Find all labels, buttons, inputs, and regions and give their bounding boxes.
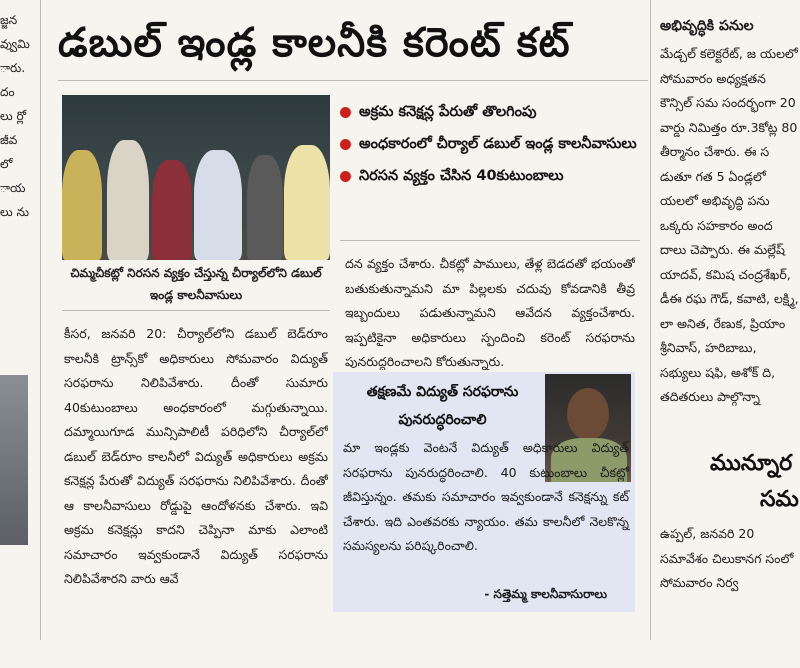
bullet-text: నిరసన వ్యక్తం చేసిన 40కుటుంబాలు — [359, 168, 564, 184]
headline-rule — [58, 80, 648, 81]
bullet-item — [340, 132, 640, 156]
left-edge-text: జ్జన వ్వుమి ారు. దం లు ర్లో జీవ లో ాయ లు ను — [0, 13, 30, 219]
quote-signature: - సత్తెమ్మ కాలనీవాసురాలు — [484, 587, 607, 601]
right-column-text-2: ఉప్పల్, జనవరి 20 సమావేశం చిలుకానగ సంలో సోమవారం నిర్వ — [660, 526, 794, 590]
protest-photo — [62, 95, 330, 260]
right-column-heading: అభివృద్ధికి పనుల — [660, 18, 754, 34]
right-column-text: మేడ్చల్ కలెక్టరేట్, జ యలలో సోమవారం అధ్యక్షతన కౌన్సిల్ సమ సందర్భంగా 20 వార్డు నిమిత్తం రూ.3కోట్ల 80 తీర్మానం చేశారు. ఈ స డుతూ గత 5 ఏండ్లలో యలలో అభివృద్ధి పను ఒక్కరు సహకారం అంద దాలు చెప్పారు. ఈ మల్లేష్ యాదవ్, కమిష చంద్రశేఖర్, డీఈ రఘ గౌడ్, కవాటి, లక్ష్మి, లా అనిత, రేణుక, ప్రియాం శ్రీనివాస్, హరిబాబు, సభ్యులు షఫి, అశోక్ ది, తదితరులు పాల్గొన్నా — [660, 46, 799, 404]
article-text-right: దన వ్యక్తం చేశారు. చీకట్లో పాములు, తేళ్ల బెడదతో భయంతో బతుకుతున్నామని మా పిల్లలకు చదువు కోవడానికి తీవ్ర ఇబ్బందులు పడుతున్నామని ఆవేదన వ్యక్తంచేశారు. ఇప్పటికైనా అధికారులు స్పందించి కరెంట్ సరఫరాను పునరుద్ధరించాలని కోరుతున్నారు. — [345, 256, 635, 369]
quote-title: తక్షణమే విద్యుత్ సరఫరాను పునరుద్ధరించాలి — [366, 384, 519, 428]
bullet-dot-icon — [340, 107, 351, 118]
quote-box — [333, 372, 635, 612]
column-rule-right — [650, 0, 651, 640]
right-subheading-2: సమ — [760, 487, 799, 512]
article-text-left: కీసర, జనవరి 20: చీర్యాల్‌లోని డబుల్ బెడ్‌రూం కాలనీకి ట్రాన్స్‌కో అధికారులు సోమవారం విద్యుత్ సరఫరాను నిలిపివేశారు. దీంతో సుమారు 40కుటుంబాలు అంధకారంలో మగ్గుతున్నాయి. దమ్మాయిగూడ మున్సిపాలిటీ పరిధిలోని చీర్యాల్‌లో డబుల్ బెడ్‌రూం కాలనీలో విద్యుత్ అధికారులు అక్రమ కనెక్షన్ల పేరుతో విద్యుత్ సరఫరాను నిలిపివేశారు. దీంతో ఆ కాలనీవాసులు రోడ్డుపై ఆందోళనకు చేశారు. ఇవి అక్రమ కనెక్షన్లు కాదని చెప్పినా మాకు ఎలాంటి సమాచారం ఇవ్వకుండానే విద్యుత్ సరఫరాను నిలిపివేశారని వారు ఆవే — [64, 326, 328, 586]
headline: డబుల్ ఇండ్ల కాలనీకి కరెంట్ కట్ — [58, 20, 571, 66]
quote-body: మా ఇండ్లకు వెంటనే విద్యుత్ అధికారులు విద్యుత్ సరఫరాను పునరుద్ధరించాలి. 40 కుటుంబాలు చీకట్లో జీవిస్తున్నం. తమకు సమాచారం ఇవ్వకుండానే కనెక్షన్ను కట్ చేశారు. ఇది ఎంతవరకు న్యాయం. తమ కాలనీలో నెలకొన్న సమస్యలను పరిష్కరించాలి. — [343, 440, 629, 553]
highlight-bullets — [340, 100, 640, 196]
bullet-item — [340, 100, 640, 124]
right-column — [660, 14, 800, 614]
bullet-dot-icon — [340, 139, 351, 150]
column-rule-left — [40, 0, 41, 640]
bullet-text: అంధకారంలో చీర్యాల్ డబుల్ ఇండ్ల కాలనీవాసులు — [359, 136, 637, 152]
photo-caption: చిమ్మచీకట్లో నిరసన వ్యక్తం చేస్తున్న చీర్యాల్‌లోని డబుల్ ఇండ్ల కాలనీవాసులు — [62, 262, 330, 311]
bullet-rule — [340, 240, 640, 241]
bullet-text: అక్రమ కనెక్షన్ల పేరుతో తొలగింపు — [359, 104, 537, 120]
bullet-dot-icon — [340, 171, 351, 182]
right-subheading-1: మున్నూర — [710, 451, 793, 476]
left-edge-photo — [0, 375, 28, 545]
left-edge-column — [0, 0, 36, 640]
bullet-item — [340, 164, 640, 188]
